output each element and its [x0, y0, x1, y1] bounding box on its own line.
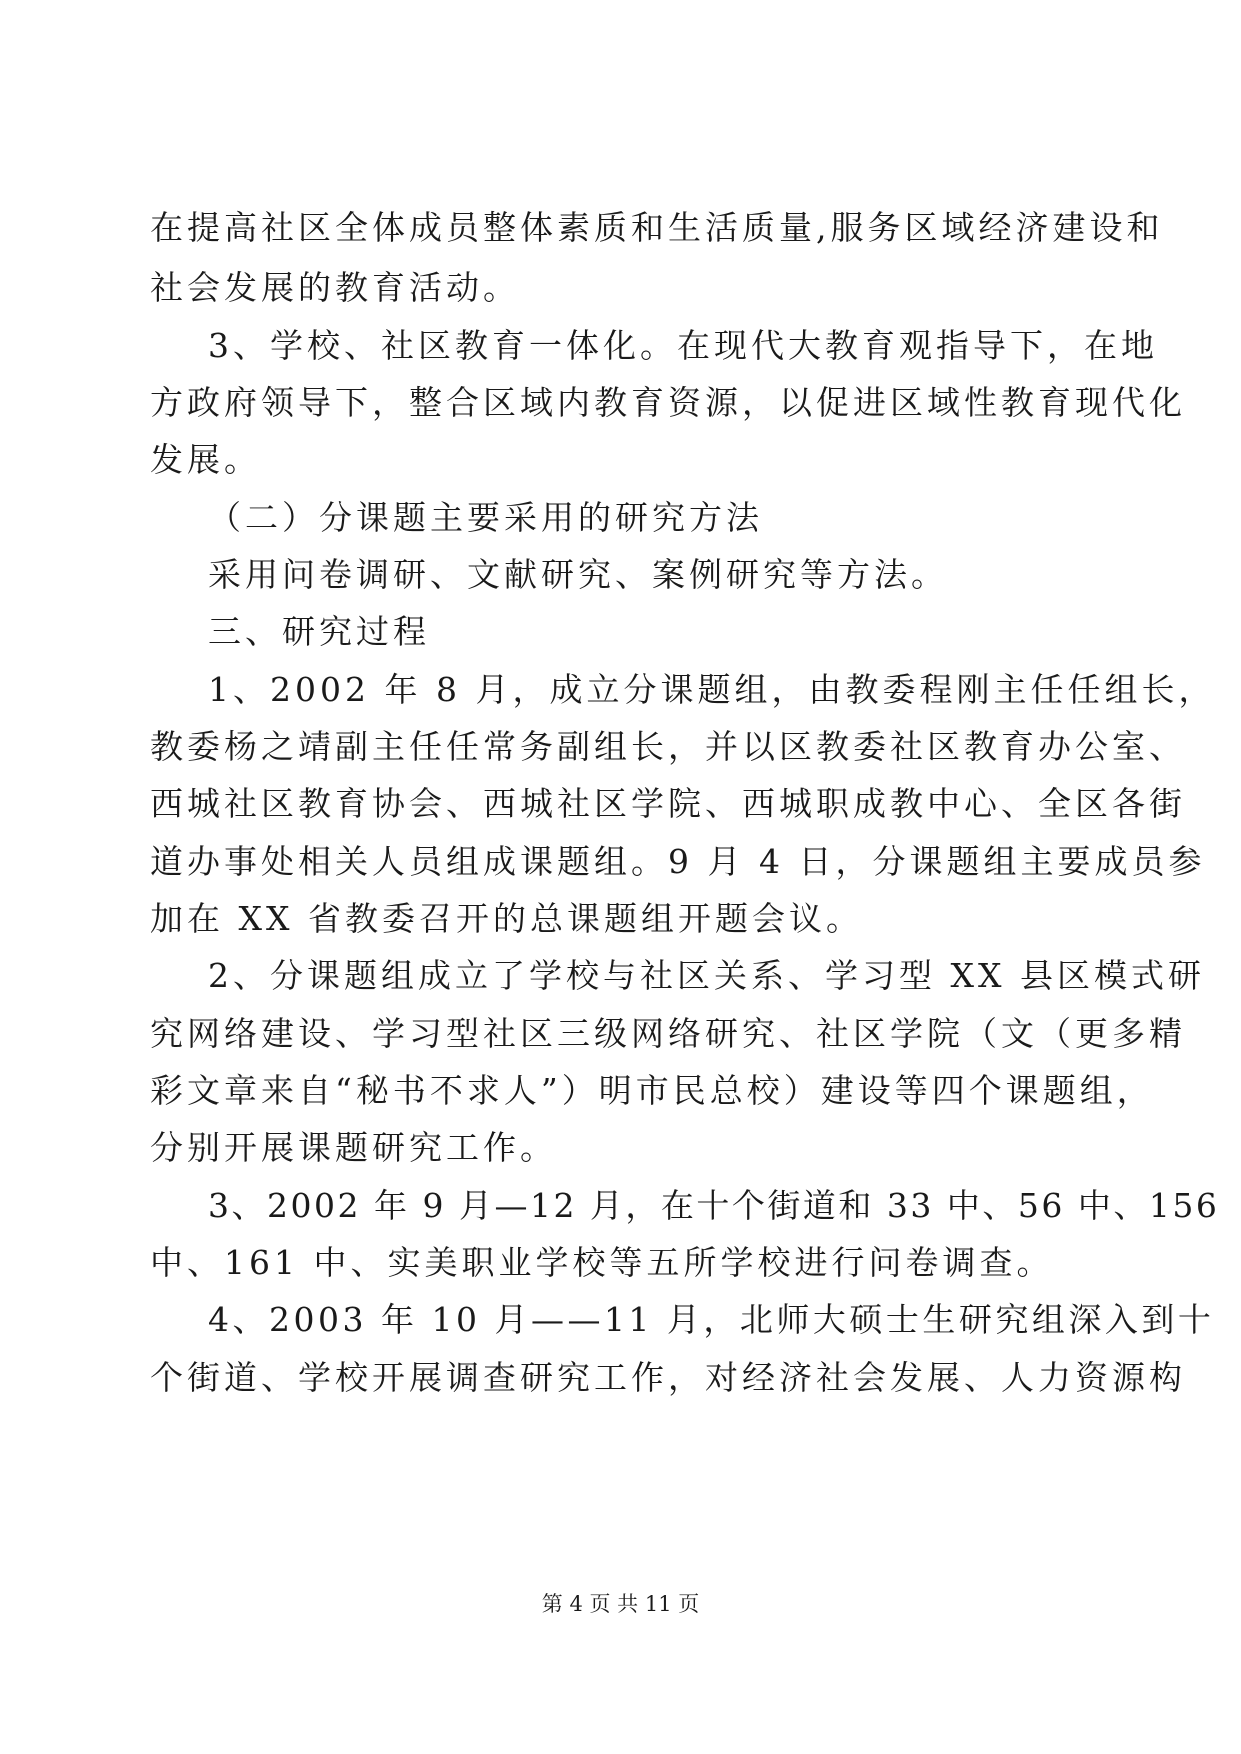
body-line: 西城社区教育协会、西城社区学院、西城职成教中心、全区各街	[150, 784, 1186, 823]
section-heading: 三、研究过程	[208, 612, 430, 651]
body-line: 究网络建设、学习型社区三级网络研究、社区学院（文（更多精	[150, 1014, 1186, 1053]
body-line: 在提高社区全体成员整体素质和生活质量,服务区域经济建设和	[150, 208, 1164, 247]
body-line: 加在 XX 省教委召开的总课题组开题会议。	[150, 899, 863, 938]
page-footer: 第 4 页 共 11 页	[541, 1592, 700, 1616]
body-line: 彩文章来自“秘书不求人”）明市民总校）建设等四个课题组，	[150, 1071, 1154, 1110]
body-line: 道办事处相关人员组成课题组。9 月 4 日，分课题组主要成员参	[150, 842, 1206, 881]
body-line: 分别开展课题研究工作。	[150, 1128, 557, 1167]
body-line: 个街道、学校开展调查研究工作，对经济社会发展、人力资源构	[150, 1358, 1186, 1397]
body-line: 中、161 中、实美职业学校等五所学校进行问卷调查。	[150, 1243, 1054, 1282]
body-line: 3、2002 年 9 月—12 月，在十个街道和 33 中、56 中、156	[208, 1186, 1220, 1225]
body-line: 采用问卷调研、文献研究、案例研究等方法。	[208, 555, 948, 594]
body-line: 方政府领导下，整合区域内教育资源，以促进区域性教育现代化	[150, 383, 1186, 422]
body-line: 1、2002 年 8 月，成立分课题组，由教委程刚主任任组长，	[208, 670, 1216, 709]
body-line: 教委杨之靖副主任任常务副组长，并以区教委社区教育办公室、	[150, 727, 1186, 766]
body-line: 3、学校、社区教育一体化。在现代大教育观指导下，在地	[208, 326, 1158, 365]
body-line: 4、2003 年 10 月——11 月，北师大硕士生研究组深入到十	[208, 1300, 1215, 1339]
body-line: 社会发展的教育活动。	[150, 268, 520, 307]
section-heading: （二）分课题主要采用的研究方法	[208, 498, 763, 537]
body-line: 发展。	[150, 440, 261, 479]
body-line: 2、分课题组成立了学校与社区关系、学习型 XX 县区模式研	[208, 956, 1205, 995]
